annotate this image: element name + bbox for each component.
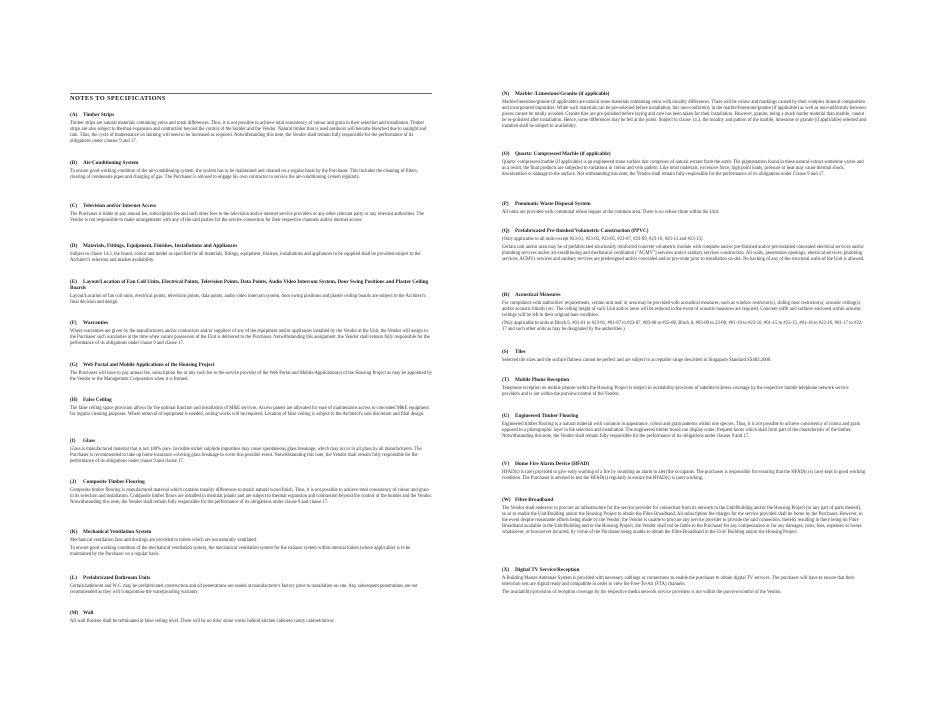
spec-section <box>502 497 866 538</box>
section-heading <box>70 243 432 249</box>
section-title: Mobile Phone Reception <box>515 377 570 383</box>
section-letter: (G) <box>70 362 78 368</box>
spec-section <box>502 461 866 484</box>
section-paragraph: The Vendor shall endeavor to procure an infrastructure for the service provider for connection from its network to the Unit/Building and/or the Housing Project (or any part of parts thereof), so as to enable the Unit/Building and/or the Housing Project to obtain the Fibre Broadband. All subscription fee/charges for the service provided shall be borne by the Purchaser. However, in the event despite reasonable efforts being made by the Vendor, the Vendor is unable to procure any service provider to provide the said connection, thereby resulting in there being no Fibre Broadband available in the Unit/Building and/or the Housing Project, the Vendor shall not be liable to the Purchaser for any compensation or for any damages, costs, fees, expenses or losses whatsoever, or howsoever incurred, by virtue of the Purchaser being unable to obtain the Fibre Broadband in the Unit/ Building and/or the Housing Project. <box>502 505 863 535</box>
section-title: Prefabricated Bathroom Units <box>83 575 151 581</box>
section-heading <box>70 438 432 444</box>
section-title: Tiles <box>515 349 526 355</box>
section-heading <box>502 151 866 157</box>
section-paragraph: (Only applicable to all units except #23-01, #23-03, #23-05, #23-07, #23-09, #23-10, #23-13 and #23-15) <box>502 236 703 242</box>
section-paragraph: A Building Master Antennae System is provided with necessary cablings or connections to enable the purchaser to obtain digital TV services. The purchaser will have to ensure that their television sets are digital ready and compatible in order to view the Free-To-Air (FTA) channels. <box>502 575 855 587</box>
spec-section <box>70 279 432 309</box>
section-title: Composite Timber Flooring <box>83 479 145 485</box>
section-paragraph: For compliance with authorities' requirements, certain unit and/ or area may be provided with acoustical measures, such as window restrictor(s), sliding door restrictor(s), acoustic ceiling(s) and/or acoustic blind(s) etc. The ceiling height of such Unit and/or areas will be reduced in the event of acoustic measures are required. Concrete soffit and surfaces enclosed within acoustic ceilings will be left in their original bare condition. <box>502 300 862 318</box>
section-letter: (Q) <box>502 228 510 234</box>
spec-section <box>502 201 866 218</box>
section-letter: (C) <box>70 203 78 209</box>
section-title: Air-Conditioning System <box>83 160 139 166</box>
section-title: Timber Strips <box>83 112 115 118</box>
spec-section <box>502 151 866 180</box>
spec-section <box>502 567 866 599</box>
section-letter: (R) <box>502 292 510 298</box>
section-title: Marble/ /Limestone/Granite (if applicable) <box>515 91 610 97</box>
section-paragraph: Composite timber flooring is manufactured material which contains tonality differences to match natural wood finish. Thus, it is not possible to achieve total consistency of colour and grain in its selection and installation. Composite timber floors are installed in modular planks and are subject to thermal expansion and contraction beyond the control of the builder and the Vendor. Notwithstanding this note, the Vendor shall remain fully responsible for the performance of its obligations under clause 9 and clause 17. <box>70 487 433 505</box>
page-title: NOTES TO SPECIFICATIONS <box>70 95 166 102</box>
section-paragraph: The false ceiling space provision allows for the optimal function and installation of M&E services. Access panels are allocated for ease of maintenance access to concealed M&E equipment for regular cleaning purposes. Where removal of equipment is needed, ceiling works will be required. Location of false ceiling is subject to the Architect's sole discretion and final design. <box>70 405 429 417</box>
section-title: Wall <box>83 610 94 616</box>
section-letter: (T) <box>502 377 509 383</box>
section-heading <box>502 349 866 355</box>
section-heading <box>70 575 432 581</box>
section-title: Pneumatic Waste Disposal System <box>515 201 591 207</box>
section-paragraph: Layout/Location of fan coil units, electrical points, television points, data points, audio video intercom system, door swing positions and plaster ceiling boards are subject to the Architect's final decision and design. <box>70 294 426 306</box>
spec-section <box>70 610 432 627</box>
spec-section <box>502 349 866 366</box>
section-title: Fibre Broadband <box>515 497 554 503</box>
section-paragraph: (Only applicable to units at Block 6, #01-01 to #23-01, #01-07 to #23-07, #03-08 to #22-08, Block 8, #03-09 to 23-09, #01-10 to #23-10, #01-15 to #23-15, #01-16 to #22-16, #01-17 to #22-17 and such other units as may be designated by the authorities.) <box>502 321 863 333</box>
section-letter: (N) <box>502 91 510 97</box>
section-paragraph: Telephone reception on mobile phones within the Housing Project is subject to availability/provision of satellite/wireless coverage by the respective mobile telephone network service providers and is not within the purview/control of the Vendor. <box>502 385 849 397</box>
section-title: Acoustical Measures <box>515 292 561 298</box>
section-paragraph: Certain bathroom and W.C. may be prefabricated construction and all penetrations are sealed at manufacturer's factory prior to installation on site. Any subsequent penetrations are not recommended as they will compromise the waterproofing warranty. <box>70 583 418 595</box>
section-paragraph: Mechanical ventilation fans and ductings are provided to toilets which are not naturally ventilated. <box>70 537 258 543</box>
spec-section <box>502 377 866 400</box>
section-paragraph: The Purchaser will have to pay annual fee, subscription fee or any such fee to the service provider of the Web Portal and Mobile Application(s) of the Housing Project as may be appointed by the Vendor or the Management Corporation when it is formed. <box>70 370 433 382</box>
section-heading <box>70 479 432 485</box>
section-letter: (F) <box>70 320 77 326</box>
section-title: Quartz/ Compressed Marble (if applicable) <box>515 151 611 157</box>
section-paragraph: Where warranties are given by the manufacturers and/or contractors and/or suppliers of any of the equipment and/or appliances installed by the Vendor at the Unit, the Vendor will assign to the Purchaser such warranties at the time when vacant possession of the Unit is delivered to the Purchaser. Notwithstanding this assignment, the Vendor shall remain fully responsible for the performance of its obligations under clause 9 and clause 17. <box>70 328 430 346</box>
spec-section <box>502 91 866 132</box>
section-heading <box>502 497 866 503</box>
section-heading <box>70 320 432 326</box>
section-heading <box>70 397 432 403</box>
section-paragraph: Timber strips are natural materials containing veins and tonal differences. Thus, it is not possible to achieve total consistency of colour and grain in their selection and installation. Timber strips are also subject to thermal expansion and contraction beyond the control of the builder and the Vendor. Natural timber that is used outdoors will become bleached due to sunlight and rain. Thus, the cycle of maintenance on staining will need to be increased as required. Notwithstanding this note, the Vendor shall remain fully responsible for the performance of its obligations under clauses 9 and 17. <box>70 120 427 144</box>
section-heading <box>502 201 866 207</box>
section-heading <box>502 413 866 419</box>
section-letter: (J) <box>70 479 77 485</box>
section-letter: (U) <box>502 413 510 419</box>
section-paragraph: All units are provided with communal refuse hopper at the common area. There is no refuse chute within the Unit. <box>502 209 720 215</box>
section-heading <box>70 279 432 292</box>
section-paragraph: The availability/provision of reception coverage by the respective media network service providers is not within the purview/control of the Vendor. <box>502 590 782 596</box>
section-heading <box>70 610 432 616</box>
section-paragraph: To ensure good working condition of the mechanical ventilation system, the mechanical ventilation system for the exhaust system within internal toilets (where applicable) is to be maintained by the Purchaser on a regular basis. <box>70 546 411 558</box>
section-letter: (O) <box>502 151 510 157</box>
section-letter: (A) <box>70 112 78 118</box>
section-heading <box>70 362 432 368</box>
section-paragraph: Certain unit and/or area may be of prefabricated structurally reinforced concrete volumetric module with complete and/or pre-finished and/or pre-installed concealed electrical services and/or plumbing services and/or air-conditioning and mechanical ventilation ("ACMV") services and/or sanitary services construction. All walls, penetration openings, electrical services, plumbing services, ACMVs services and sanitary services are predesigned and/or concealed and/or pre-route prior to installation on site. No hacking of any of the structural walls of the Unit is allowed. <box>502 245 865 263</box>
section-paragraph: Glass is manufactured material that is not 100% pure. Invisible nickel sulphide impurities may cause spontaneous glass breakage, which may occur in all glass by all manufacturers. The Purchaser is recommended to take up home insurance covering glass breakage to cover this possible event. Notwithstanding this note, the Vendor shall remain fully responsible for the performance of its obligations under clause 9 and clause 17. <box>70 446 422 464</box>
section-title: Warranties <box>83 320 109 326</box>
spec-section <box>70 203 432 226</box>
section-paragraph: Quartz/ compressed marble (if applicable) is an engineered stone surface that comprises of natural extract from the earth. The pigmentation found in these natural extract sometime varies and as a result, the final products are subjected to variations in colour and vein pattern. Like most materials, excessive force, high point loads, pressure or heat may cause thermal shock, discoloration or damage to the surface. Not withstanding this note, the Vendor shall remain fully responsible for the performance of its obligations under Clause 9 and 17. <box>502 159 864 177</box>
section-heading <box>502 292 866 298</box>
spec-section <box>70 479 432 508</box>
section-letter: (M) <box>70 610 79 616</box>
section-letter: (H) <box>70 397 78 403</box>
spec-section <box>70 362 432 385</box>
section-paragraph: Subject to clause 14.3, the brand, colour and model as specified for all materials, fittings, equipment, finishes, installations and appliances to be supplied shall be provided subject to the Architect's selection and market availability. <box>70 251 421 263</box>
section-title: Materials, Fittings, Equipment, Finishes, Installations and Appliances <box>83 243 238 249</box>
section-letter: (B) <box>70 160 77 166</box>
spec-section <box>502 292 866 335</box>
section-letter: (W) <box>502 497 511 503</box>
section-letter: (E) <box>70 279 77 285</box>
spec-section <box>502 413 866 442</box>
spec-section <box>502 228 866 266</box>
section-paragraph: To ensure good working condition of the air-conditioning system, the system has to be maintained and cleaned on a regular basis by the Purchaser. This includes the cleaning of filters, clearing of condensate pipes and charging of gas. The Purchaser is advised to engage his own contractor to service the air-conditioning system regularly. <box>70 168 418 180</box>
section-paragraph: HFAD(s) is (are) provided to give early warning of a fire by sounding an alarm to alert the occupants. The purchaser is responsible for ensuring that the HFAD(s) is (are) kept in good working condition. The Purchaser is advised to test the HFAD(s) regularly to ensure the HFAD(s) is (are) working. <box>502 469 866 481</box>
section-title: Digital TV Service/Reception <box>515 567 580 573</box>
spec-section <box>70 320 432 349</box>
spec-section <box>70 243 432 266</box>
section-letter: (K) <box>70 529 78 535</box>
section-heading <box>502 567 866 573</box>
section-heading <box>70 112 432 118</box>
section-title: Glass <box>83 438 96 444</box>
section-letter: (L) <box>70 575 77 581</box>
section-title: Engineered Timber Flooring <box>515 413 579 419</box>
section-heading <box>502 377 866 383</box>
spec-section <box>70 438 432 467</box>
section-paragraph: Selected tile sizes and tile surface flatness cannot be perfect and are subject to acceptable range described in Singapore Standard SS483:2000. <box>502 357 772 363</box>
section-title: Home Fire Alarm Device (HFAD) <box>515 461 590 467</box>
section-title: Television and/or Internet Access <box>83 203 157 209</box>
spec-section <box>70 160 432 183</box>
section-title: Layout/Location of Fan Coil Units, Electrical Points, Television Points, Data Points, Audio Video Intercom System, Door Swing Positions and Plaster Ceiling Boards <box>70 279 429 292</box>
section-heading <box>70 203 432 209</box>
section-heading <box>70 160 432 166</box>
section-letter: (S) <box>502 349 509 355</box>
title-rule <box>70 93 432 94</box>
section-paragraph: Marble/limestone/granite (if applicable) are natural stone materials containing veins with tonality differences. There will be colour and markings caused by their complex mineral composition and incorporated impurities. While such materials can be pre-selected before installation, this non-conformity in the marble/limestone/granite (if applicable) as well as non-uniformity between pieces cannot be totally avoided. Granite tiles are pre-polished before laying and care has been taken for their installation. However, granite, being a much harder material than marble, cannot be re-polished after installation. Hence, some differences may be felt at the joints. Subject to clause 14.3, the tonality and pattern of the marble, limestone or granite (if applicable) selected and installed shall be subject to availability. <box>502 99 866 129</box>
section-heading <box>502 461 866 467</box>
section-title: False Ceiling <box>83 397 112 403</box>
section-letter: (X) <box>502 567 510 573</box>
section-heading <box>502 91 866 97</box>
section-paragraph: Engineered timber flooring is a natural material with variation in appearance, colour and grain patterns within one species. Thus, it is not possible to achieve consistency of colour and grain opposed to a photographic layer in the selection and installation. The engineered timber board can display some, frequent knots which shall form part of the characteristic of the timber. Notwithstanding this note, the Vendor shall remain fully responsible for the performance of its obligations under clauses 9 and 17. <box>502 421 861 439</box>
section-title: Prefabricated Pre-finished Volumetric Construction (PPVC) <box>515 228 649 234</box>
spec-section <box>70 397 432 420</box>
section-heading <box>70 529 432 535</box>
section-letter: (P) <box>502 201 509 207</box>
section-paragraph: All wall finishes shall be terminated at false ceiling level. There will be no tiles/ stone works behind kitchen cabinets/vanity cabinet/mirror. <box>70 618 335 624</box>
spec-section <box>70 529 432 561</box>
section-title: Web Portal and Mobile Applications of the Housing Project <box>83 362 215 368</box>
section-paragraph: The Purchaser is liable to pay annual fee, subscription fee and such other fees to the television and/or internet service providers or any other relevant party or any relevant authorities. The Vendor is not responsible to make arrangements with any of the said parties for the service connection for their respective channels and/or internet access. <box>70 211 424 223</box>
section-letter: (V) <box>502 461 510 467</box>
section-letter: (D) <box>70 243 78 249</box>
section-letter: (I) <box>70 438 76 444</box>
spec-section <box>70 575 432 598</box>
section-title: Mechanical Ventilation System <box>83 529 152 535</box>
section-heading <box>502 228 866 234</box>
spec-section <box>70 112 432 147</box>
